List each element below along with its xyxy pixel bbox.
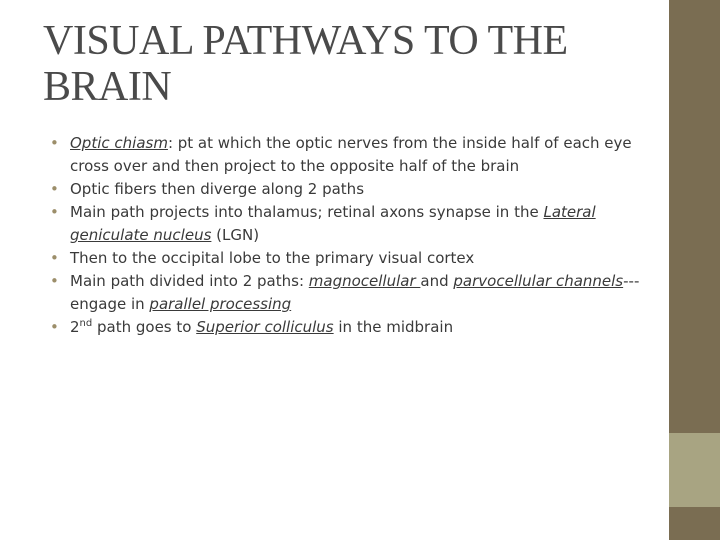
bullet-text-after: in the midbrain: [333, 318, 454, 336]
bullet-dot-icon: •: [50, 318, 59, 336]
ordinal-suffix: nd: [79, 318, 93, 329]
bullet-text: path goes to: [92, 318, 197, 336]
term-parallel-processing: parallel processing: [149, 295, 292, 313]
bullet-item-second-path: [48, 316, 648, 339]
title-line-2: BRAIN: [43, 64, 172, 110]
bullet-item-optic-chiasm: [48, 132, 648, 178]
bullet-text-mid-2: ---engage in: [70, 272, 640, 313]
bullet-text-after: (LGN): [211, 226, 260, 244]
bullet-item-occipital-lobe: [48, 247, 648, 270]
bullet-dot-icon: •: [50, 272, 59, 290]
bullet-text: Optic fibers then diverge along 2 paths: [70, 180, 365, 198]
bullet-text: Main path divided into 2 paths:: [70, 272, 309, 290]
bullet-text: : pt at which the optic nerves from the inside half of each eye cross over and then project to the opposite half of the brain: [70, 134, 632, 175]
ordinal-number: 2: [70, 318, 80, 336]
decorative-accent-block: [669, 433, 720, 507]
bullet-item-two-paths: [48, 270, 648, 316]
bullet-item-main-path-thalamus: [48, 201, 648, 247]
bullet-text-mid: and: [420, 272, 454, 290]
term-magnocellular: magnocellular: [308, 272, 421, 290]
bullet-list: [48, 132, 648, 339]
term-optic-chiasm: Optic chiasm: [70, 134, 168, 152]
bullet-dot-icon: •: [50, 203, 59, 221]
bullet-dot-icon: •: [50, 249, 59, 267]
title-line-1: VISUAL PATHWAYS TO THE: [43, 18, 568, 64]
bullet-dot-icon: •: [50, 180, 59, 198]
bullet-dot-icon: •: [50, 134, 59, 152]
slide-title: [43, 18, 643, 110]
bullet-text: Then to the occipital lobe to the primary visual cortex: [70, 249, 475, 267]
term-lateral-geniculate-nucleus: Lateral geniculate nucleus: [70, 203, 596, 244]
term-parvocellular-channels: parvocellular channels: [453, 272, 624, 290]
bullet-item-optic-fibers: [48, 178, 648, 201]
term-superior-colliculus: Superior colliculus: [196, 318, 334, 336]
bullet-text: Main path projects into thalamus; retinal axons synapse in the: [70, 203, 544, 221]
